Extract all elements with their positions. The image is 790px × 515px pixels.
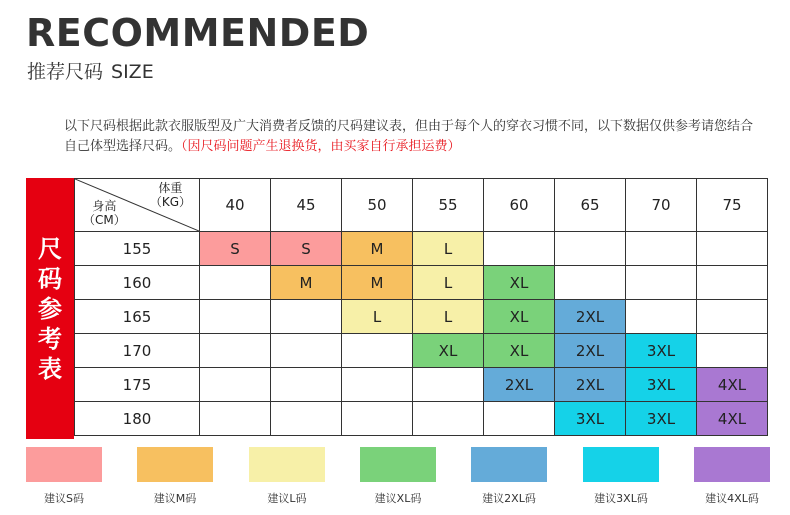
size-cell: M bbox=[342, 266, 413, 300]
size-cell bbox=[271, 368, 342, 402]
table-header-row bbox=[75, 179, 768, 232]
banner-char: 考 bbox=[38, 324, 62, 353]
size-cell: M bbox=[342, 232, 413, 266]
legend-item bbox=[583, 447, 659, 506]
legend-item bbox=[471, 447, 547, 506]
height-header: 155 bbox=[75, 232, 200, 266]
size-cell bbox=[626, 266, 697, 300]
table-row bbox=[75, 368, 768, 402]
legend-swatch bbox=[26, 447, 102, 482]
return-warning: （因尺码问题产生退换货，由买家自行承担运费） bbox=[181, 139, 461, 154]
legend-item bbox=[249, 447, 325, 506]
size-cell bbox=[271, 334, 342, 368]
description-text: 以下尺码根据此款衣服版型及广大消费者反馈的尺码建议表，但由于每个人的穿衣习惯不同，以下数据仅供参考请您结合自己体型选择尺码。 bbox=[64, 119, 754, 154]
size-cell bbox=[271, 402, 342, 436]
size-cell bbox=[200, 402, 271, 436]
legend-swatch bbox=[360, 447, 436, 482]
weight-header: 70 bbox=[626, 179, 697, 232]
size-cell: XL bbox=[413, 334, 484, 368]
weight-header: 75 bbox=[697, 179, 768, 232]
page-title: RECOMMENDED bbox=[26, 11, 370, 55]
table-row bbox=[75, 266, 768, 300]
size-cell: L bbox=[413, 232, 484, 266]
size-cell bbox=[626, 300, 697, 334]
size-cell: XL bbox=[484, 266, 555, 300]
size-cell: 4XL bbox=[697, 368, 768, 402]
size-cell bbox=[484, 402, 555, 436]
legend-swatch bbox=[137, 447, 213, 482]
legend-label: 建议S码 bbox=[44, 492, 84, 505]
legend-label: 建议4XL码 bbox=[705, 492, 759, 505]
height-header: 160 bbox=[75, 266, 200, 300]
legend-item bbox=[694, 447, 770, 506]
size-cell bbox=[413, 368, 484, 402]
size-cell: 2XL bbox=[484, 368, 555, 402]
legend-swatch bbox=[583, 447, 659, 482]
height-axis-label bbox=[83, 199, 126, 227]
size-cell bbox=[697, 232, 768, 266]
legend-label: 建议3XL码 bbox=[594, 492, 648, 505]
size-cell: 4XL bbox=[697, 402, 768, 436]
height-header: 175 bbox=[75, 368, 200, 402]
banner-char: 表 bbox=[38, 354, 62, 383]
size-cell bbox=[200, 334, 271, 368]
size-cell bbox=[413, 402, 484, 436]
legend-label: 建议M码 bbox=[153, 492, 197, 505]
weight-header: 65 bbox=[555, 179, 626, 232]
size-cell: M bbox=[271, 266, 342, 300]
table-row bbox=[75, 300, 768, 334]
table-row bbox=[75, 232, 768, 266]
size-cell bbox=[342, 402, 413, 436]
height-unit: （CM） bbox=[83, 213, 126, 227]
subtitle-size: SIZE bbox=[111, 61, 154, 83]
legend-label: 建议L码 bbox=[267, 492, 307, 505]
size-cell bbox=[626, 232, 697, 266]
size-cell: 2XL bbox=[555, 334, 626, 368]
legend-item bbox=[360, 447, 436, 506]
size-cell: L bbox=[342, 300, 413, 334]
size-cell bbox=[342, 334, 413, 368]
banner-char: 参 bbox=[38, 294, 62, 323]
weight-axis-label bbox=[150, 181, 191, 209]
size-cell: 3XL bbox=[626, 334, 697, 368]
size-cell bbox=[697, 266, 768, 300]
weight-header: 50 bbox=[342, 179, 413, 232]
table-corner-header bbox=[75, 179, 200, 232]
size-cell bbox=[555, 266, 626, 300]
size-cell bbox=[484, 232, 555, 266]
weight-header: 45 bbox=[271, 179, 342, 232]
size-cell: 2XL bbox=[555, 300, 626, 334]
size-cell: 3XL bbox=[626, 368, 697, 402]
banner-char: 码 bbox=[38, 264, 62, 293]
weight-header: 60 bbox=[484, 179, 555, 232]
weight-header: 55 bbox=[413, 179, 484, 232]
size-table bbox=[74, 178, 768, 436]
size-cell: L bbox=[413, 266, 484, 300]
size-cell: 3XL bbox=[626, 402, 697, 436]
legend-item bbox=[137, 447, 213, 506]
page-subtitle bbox=[27, 63, 154, 82]
legend-swatch bbox=[471, 447, 547, 482]
size-cell: S bbox=[200, 232, 271, 266]
size-cell: XL bbox=[484, 334, 555, 368]
size-cell: 3XL bbox=[555, 402, 626, 436]
height-header: 170 bbox=[75, 334, 200, 368]
height-label: 身高 bbox=[92, 199, 117, 213]
size-cell bbox=[697, 334, 768, 368]
weight-unit: （KG） bbox=[149, 195, 191, 209]
legend-label: 建议XL码 bbox=[374, 492, 422, 505]
size-cell: XL bbox=[484, 300, 555, 334]
size-cell bbox=[271, 300, 342, 334]
table-row bbox=[75, 334, 768, 368]
size-cell bbox=[555, 232, 626, 266]
size-cell: 2XL bbox=[555, 368, 626, 402]
size-chart-banner bbox=[26, 178, 74, 439]
banner-char: 尺 bbox=[38, 234, 62, 263]
legend-swatch bbox=[694, 447, 770, 482]
size-cell bbox=[200, 300, 271, 334]
legend-label: 建议2XL码 bbox=[482, 492, 536, 505]
table-row bbox=[75, 402, 768, 436]
weight-label: 体重 bbox=[158, 181, 183, 195]
subtitle-cn: 推荐尺码 bbox=[27, 61, 104, 83]
height-header: 165 bbox=[75, 300, 200, 334]
height-header: 180 bbox=[75, 402, 200, 436]
size-cell: L bbox=[413, 300, 484, 334]
size-cell bbox=[342, 368, 413, 402]
legend-swatch bbox=[249, 447, 325, 482]
size-description bbox=[64, 117, 754, 157]
size-cell bbox=[697, 300, 768, 334]
size-cell bbox=[200, 368, 271, 402]
size-cell bbox=[200, 266, 271, 300]
size-cell: S bbox=[271, 232, 342, 266]
legend-item bbox=[26, 447, 102, 506]
weight-header: 40 bbox=[200, 179, 271, 232]
